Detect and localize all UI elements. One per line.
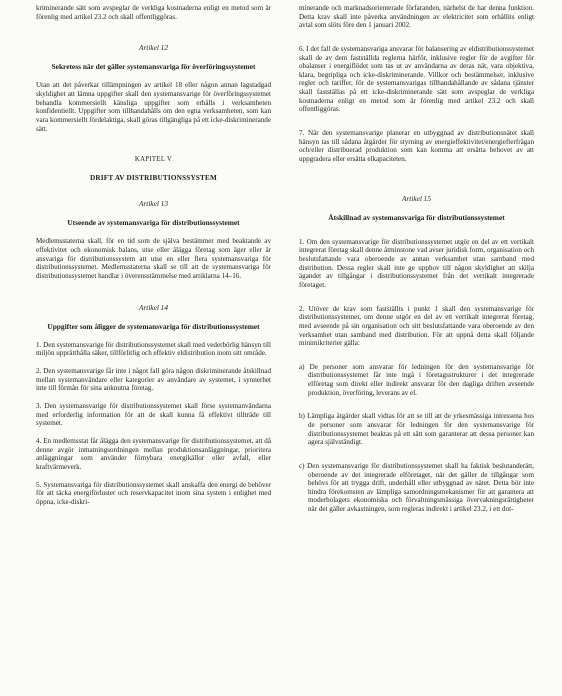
article-13-paragraph: Medlemsstaterna skall, för en tid som de själva bestämmer med beaktande av effektivitet och ekonomisk balans, utse eller ålägga företag som äger eller är ansvariga för distributionssystem att utse en eller flera systemansvariga för distributionssystemet. Medlemsstaterna skall se till att de systemansvariga för distributionssystemet handlar i överensstämmelse med artiklarna 14–16. [36,237,271,281]
article-15-item-b: b) Lämpliga åtgärder skall vidtas för att se till att de yrkesmässiga intressena hos de personer som ansvarar för ledningen för den systemansvarige för distributionssystemet beaktas på ett sätt som garanterar att dessa personer kan agera självständigt. [299,412,534,447]
article-15-item-c: c) Den systemansvarige för distributionssystemet skall ha faktisk beslutanderätt, oberoende av det integrerade elföretaget, när det gäller de tillgångar som behövs för att trygga drift, underhåll eller utbyggnad av nätet. Detta bör inte hindra förekomsten av lämpliga samordningsmekanismer för att garantera att moderbolagets ekonomiska och förvaltningsmässiga övervakningsrättigheter när det gäller avkastningen, som regleras indirekt i artikel 23.2, i ett dot- [299,461,534,514]
article-14-paragraph-3: 3. Den systemansvarige för distributionssystemet skall förse systemanvändarna med erforderlig information för att de skall kunna få effektivt tillträde till systemet. [36,402,271,428]
continued-paragraph: kriminerande sätt som avspeglar de verkliga kostnaderna enligt en metod som är förenlig med artikel 23.2 och skall offentliggöras. [36,4,271,21]
article-14-heading: Uppgifter som åligger de systemansvariga för distributionssystemet [47,321,260,331]
article-13-heading: Utseende av systemansvariga för distributionssystemet [67,218,240,228]
article-14-label: Artikel 14 [139,302,168,312]
article-14-paragraph-1: 1. Den systemansvarige för distributionssystemet skall med vederbörlig hänsyn till miljön upprätthålla säker, tillförlitlig och effektiv eldistribution inom sitt område. [36,340,271,358]
article-12-label: Artikel 12 [139,43,168,53]
article-15-heading: Åtskillnad av systemansvariga för distributionssystemet [328,212,505,222]
article-15-label: Artikel 15 [402,193,431,203]
right-column [299,4,534,696]
article-12-paragraph: Utan att det påverkar tillämpningen av artikel 18 eller någon annan lagstadgad skyldighet att lämna uppgifter skall den systemansvarige för överföringssystemet behandla kommersiellt känsliga uppgifter som erhålls i verksamheten konfidentiellt. Uppgifter som tillhandahålls om den egna verksamheten, som kan vara kommersiellt fördelaktiga, skall göras tillgängliga på ett icke-diskriminerande sätt. [36,81,272,133]
article-15-paragraph-1: 1. Om den systemansvarige för distributionssystemet utgör en del av ett vertikalt integrerat företag skall denne åtminstone vad avser juridisk form, organisation och beslutsfattande vara oberoende av annan verksamhet utan samband med distribution. Dessa regler skall inte ge upphov till någon skyldighet att skilja ägandet av tillgångar i distributionssystemet från det vertikalt integrerade företaget. [299,237,534,289]
article-12-heading: Sekretess när det gäller systemansvariga för överföringssystemet [51,62,256,72]
article-15-item-a: a) De personer som ansvarar för ledningen för den systemansvarige för distributionssystemet får inte ingå i företagsstrukturer i det integrerade elföretag som direkt eller indirekt ansvarar för den dagliga driften avseende produktion, överföring, leverans av el. [299,362,534,397]
article-13-label: Artikel 13 [139,199,168,209]
chapter-label: KAPITEL V [134,156,173,164]
left-column [36,4,271,696]
article-14-paragraph-4: 4. En medlemsstat får ålägga den systemansvarige för distributionssystemet, att då denne avgör inmatningsordningen mellan produktionsanläggningar, prioritera anläggningar som använder förnybara energikällor eller avfall, eller kraftvärmeverk. [36,436,271,471]
article-14-paragraph-6: 6. I det fall de systemansvariga ansvarar för balansering av eldistributionssystemet skall de av dem fastställda reglerna härför, inklusive regler för de avgifter för obalanser i energiflödet som tas ut av användarna av deras nät, vara objektiva, klara, begripliga och icke-diskriminerande. Villkor och bestämmelser, inklusive regler och tariffer, för de systemansvarigas tillhandahållande av sådana tjänster skall fastställas på ett icke-diskriminerande sätt som avspeglar de verkliga kostnaderna enligt en metod som är förenlig med artikel 23.2 och skall offentliggöras. [299,44,534,114]
chapter-title: DRIFT AV DISTRIBUTIONSSYSTEM [89,173,218,182]
article-14-paragraph-7: 7. När den systemansvarige planerar en utbyggnad av distributionsnätet skall hänsyn tas till sådana åtgärder för styrning av energieffektivitet/energiefterfrågan och/eller distribuerad produktion som kan komma att ersätta behovet av att uppgradera eller ersätta elkapaciteten. [299,129,534,163]
continued-paragraph: minerande och marknadsorienterade förfaranden, närhelst de har denna funktion. Detta krav skall inte påverka användningen av elektricitet som erhållits enligt avtal som slöts före den 1 januari 2002. [299,4,534,30]
article-14-paragraph-5: 5. Systemansvariga för distributionssystemet skall anskaffa den energi de behöver för att täcka energiförluster och reservkapacitet inom sina system i enlighet med öppna, icke-diskri- [36,480,271,506]
article-14-paragraph-2: 2. Den systemansvarige får inte i något fall göra någon diskriminerande åtskillnad mellan systemanvändare eller kategorier av användare av systemet, i synnerhet inte till förmån för sina anknutna företag. [36,367,271,393]
article-15-paragraph-2: 2. Utöver de krav som fastställts i punkt 1 skall den systemansvarige för distributionssystemet, om denne utgör en del av ett vertikalt integrerat företag, med avseende på sin organisation och sitt beslutsfattande vara oberoende av den verksamhet utan samband med distribution. För att uppnå detta skall följande minimikriterier gälla: [299,304,534,348]
